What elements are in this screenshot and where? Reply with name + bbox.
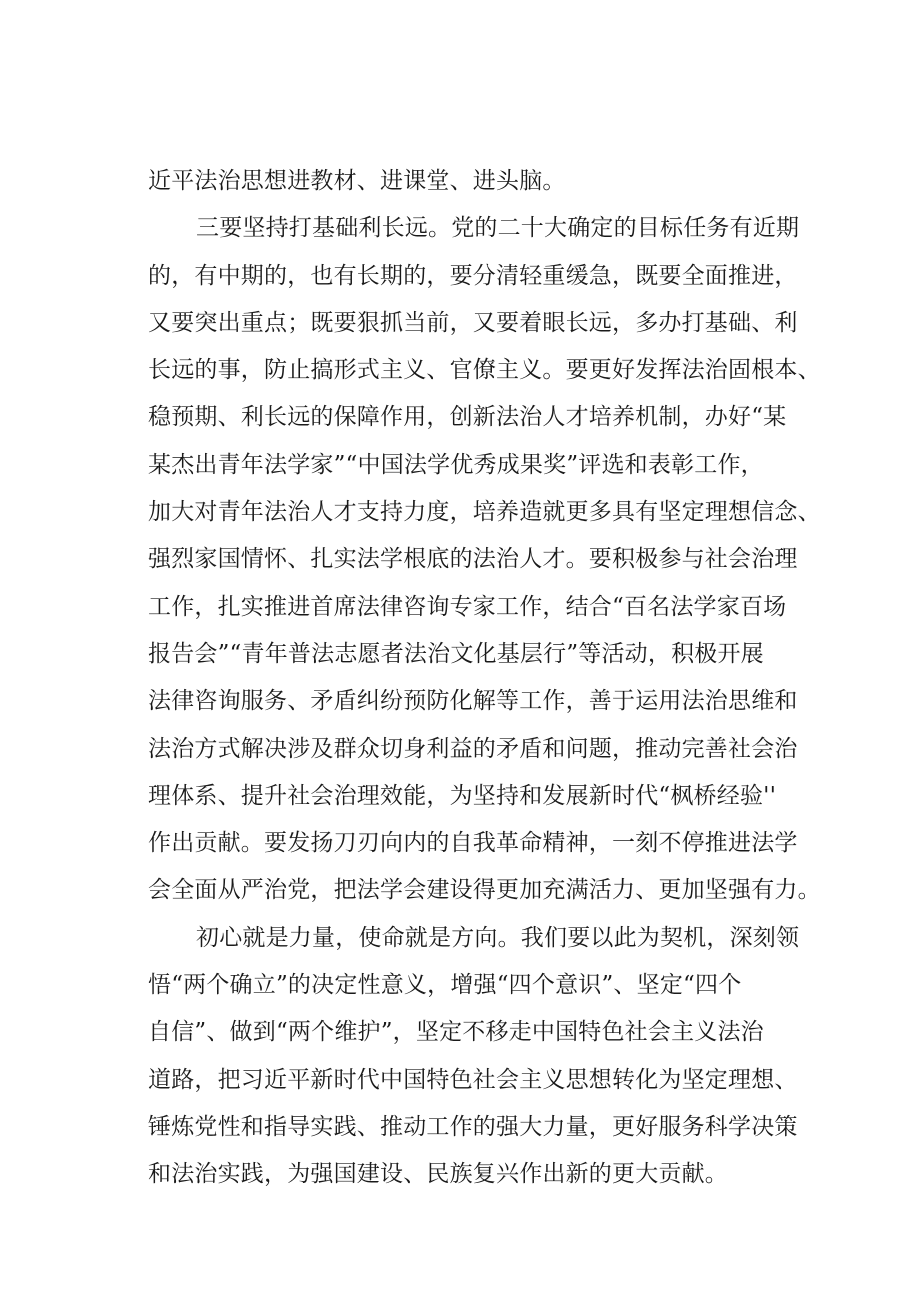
text-line: 强烈家国情怀、扎实法学根底的法治人才。要积极参与社会治理 bbox=[148, 546, 798, 573]
paragraph-conclusion bbox=[148, 915, 828, 1199]
text-line: 会全面从严治党，把法学会建设得更加充满活力、更加坚强有力。 bbox=[148, 877, 821, 904]
text-line: 理体系、提升社会治理效能，为坚持和发展新时代“枫桥经验'' bbox=[148, 782, 777, 809]
text-line: 初心就是力量，使命就是方向。我们要以此为契机，深刻领 bbox=[196, 924, 800, 951]
text-line: 的，有中期的，也有长期的，要分清轻重缓急，既要全面推进， bbox=[148, 262, 798, 289]
text-line: 悟“两个确立”的决定性意义，增强“四个意识”、坚定“四个 bbox=[148, 972, 742, 999]
text-line: 某杰出青年法学家”“中国法学优秀成果奖”评选和表彰工作， bbox=[148, 451, 764, 478]
text-line: 又要突出重点；既要狠抓当前，又要着眼长远，多办打基础、利 bbox=[148, 309, 798, 336]
text-line: 和法治实践，为强国建设、民族复兴作出新的更大贡献。 bbox=[148, 1161, 728, 1188]
text-line: 锤炼党性和指导实践、推动工作的强大力量，更好服务科学决策 bbox=[148, 1113, 798, 1140]
paragraph-continuation bbox=[148, 158, 828, 205]
text-line: 道路，把习近平新时代中国特色社会主义思想转化为坚定理想、 bbox=[148, 1066, 798, 1093]
text-line: 三要坚持打基础利长远。党的二十大确定的目标任务有近期 bbox=[196, 215, 800, 242]
text-line: 法律咨询服务、矛盾纠纷预防化解等工作，善于运用法治思维和 bbox=[148, 688, 798, 715]
text-line: 作出贡献。要发扬刀刃向内的自我革命精神，一刻不停推进法学 bbox=[148, 830, 798, 857]
text-line: 工作，扎实推进首席法律咨询专家工作，结合“百名法学家百场 bbox=[148, 593, 787, 620]
text-line: 近平法治思想进教材、进课堂、进头脑。 bbox=[148, 168, 566, 194]
text-line: 长远的事，防止搞形式主义、官僚主义。要更好发挥法治固根本、 bbox=[148, 357, 821, 384]
text-line: 自信”、做到“两个维护”，坚定不移走中国特色社会主义法治 bbox=[148, 1019, 764, 1046]
paragraph-third-requirement bbox=[148, 205, 828, 914]
text-line: 稳预期、利长远的保障作用，创新法治人才培养机制，办好“某 bbox=[148, 404, 787, 431]
document-body bbox=[148, 158, 828, 1199]
text-line: 法治方式解决涉及群众切身利益的矛盾和问题，推动完善社会治 bbox=[148, 735, 798, 762]
text-line: 加大对青年法治人才支持力度，培养造就更多具有坚定理想信念、 bbox=[148, 499, 821, 526]
text-line: 报告会”“青年普法志愿者法治文化基层行”等活动，积极开展 bbox=[148, 640, 764, 667]
